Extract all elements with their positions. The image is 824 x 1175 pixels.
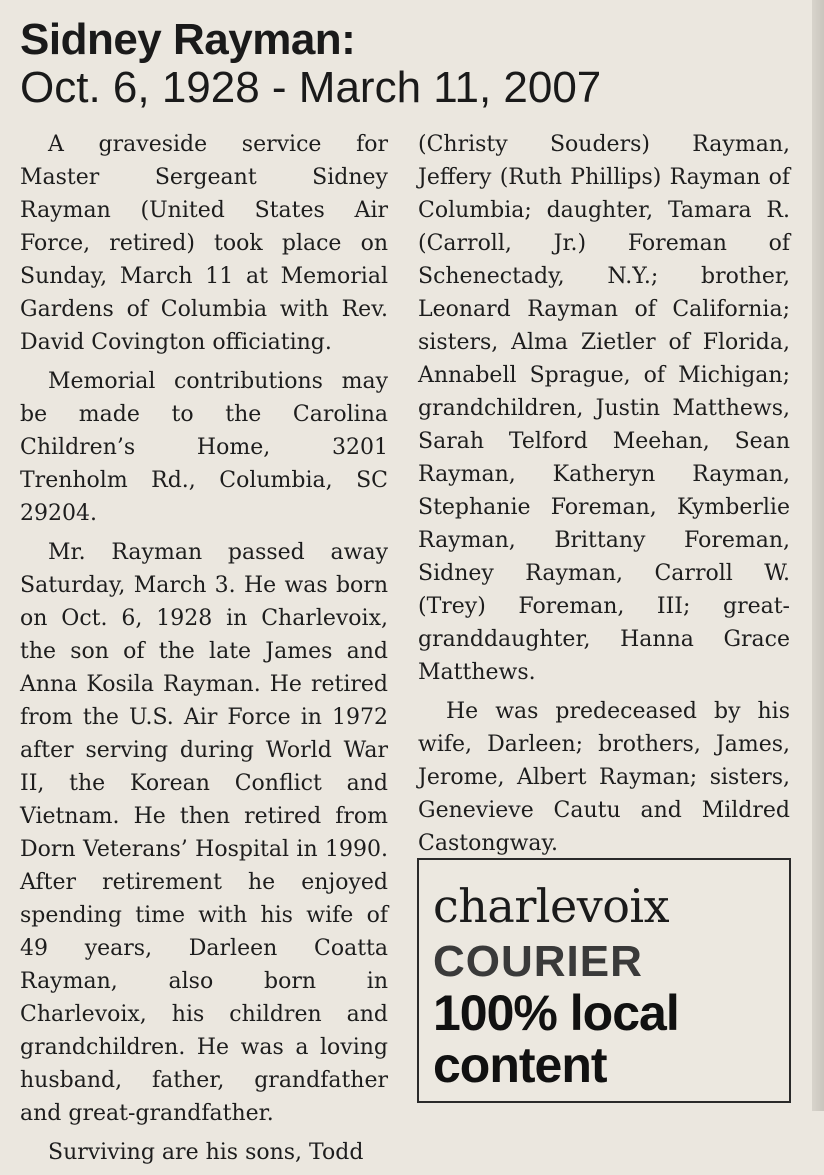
ad-slogan-line2: content <box>433 1037 607 1093</box>
right-column <box>418 128 790 866</box>
paragraph-biography: Mr. Rayman passed away Saturday, March 3. He was born on Oct. 6, 1928 in Charlevoix, the son of the late James and Anna Kosila Rayman. He retired from the U.S. Air Force in 1972 after serving during World War II, the Korean Conflict and Vietnam. He then retired from Dorn Veterans’ Hospital in 1990. After retirement he enjoyed spending time with his wife of 49 years, Darleen Coatta Rayman, also born in Charlevoix, his children and grandchildren. He was a loving husband, father, grandfather and great-grandfather. <box>20 540 388 1126</box>
left-column <box>20 128 388 1175</box>
paragraph-memorial: Memorial contributions may be made to the Carolina Children’s Home, 3201 Trenholm Rd., Columbia, SC 29204. <box>20 369 388 526</box>
paragraph-predeceased: He was predeceased by his wife, Darleen; brothers, James, Jerome, Albert Rayman; sisters, Genevieve Cautu and Mildred Castongway. <box>418 699 790 856</box>
obituary-headline <box>20 16 800 112</box>
page-edge <box>812 0 824 1111</box>
ad-masthead: charlevoix <box>433 879 670 933</box>
paragraph-service: A graveside service for Master Sergeant Sidney Rayman (United States Air Force, retired) took place on Sunday, March 11 at Memorial Gardens of Columbia with Rev. David Covington officiating. <box>20 132 388 355</box>
paragraph-surviving-start: Surviving are his sons, Todd <box>48 1140 364 1165</box>
headline-name: Sidney Rayman: <box>20 15 356 64</box>
paragraph-surviving-continued: (Christy Souders) Rayman, Jeffery (Ruth Phillips) Rayman of Columbia; daughter, Tamara R. (Carroll, Jr.) Foreman of Schenectady, N.Y.; brother, Leonard Rayman of California; sisters, Alma Zietler of Florida, Annabell Sprague, of Michigan; grandchildren, Justin Matthews, Sarah Telford Meehan, Sean Rayman, Katheryn Rayman, Stephanie Foreman, Kymberlie Rayman, Brittany Foreman, Sidney Rayman, Carroll W. (Trey) Foreman, III; great-granddaughter, Hanna Grace Matthews. <box>418 132 790 685</box>
ad-slogan-line1: 100% local <box>433 985 679 1041</box>
headline-dates: Oct. 6, 1928 - March 11, 2007 <box>20 63 602 112</box>
ad-courier-wordmark: COURIER <box>433 937 643 986</box>
courier-ad-box <box>417 858 791 1103</box>
